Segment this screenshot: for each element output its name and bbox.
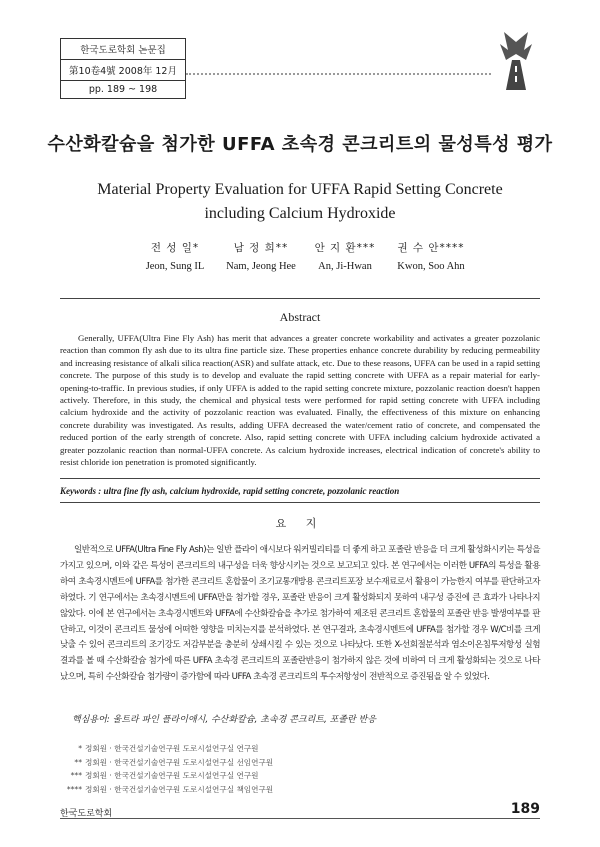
keywords: Keywords : ultra fine fly ash, calcium hydroxide, rapid setting concrete, pozzolanic reaction xyxy=(60,486,400,496)
footer-society-name: 한국도로학회 xyxy=(60,809,113,819)
english-title-line-1: Material Property Evaluation for UFFA Rapid Setting Concrete xyxy=(97,181,503,198)
abstract-heading: Abstract xyxy=(279,310,321,324)
keywords-top-rule xyxy=(60,478,540,479)
footnote-text: 정회원 · 한국건설기술연구원 도로시설연구실 연구원 xyxy=(85,771,259,780)
footnote-text: 정회원 · 한국건설기술연구원 도로시설연구실 연구원 xyxy=(85,744,259,753)
english-title xyxy=(0,178,600,226)
author-english-name: Nam, Jeong Hee xyxy=(226,261,296,272)
footnote-mark: *** xyxy=(70,771,82,780)
author-english-name: Kwon, Soo Ahn xyxy=(397,261,465,272)
header-dotted-divider xyxy=(186,73,491,75)
footnote-mark: * xyxy=(78,744,82,753)
footnote-4 xyxy=(60,783,460,797)
journal-volume: 第10卷4號 2008年 12月 xyxy=(61,59,185,80)
keywords-bottom-rule xyxy=(60,502,540,503)
footnote-1 xyxy=(60,742,460,756)
footnote-text: 정회원 · 한국건설기술연구원 도로시설연구실 책임연구원 xyxy=(85,784,274,794)
author-footnotes xyxy=(60,742,460,796)
footnote-mark: ** xyxy=(74,757,82,767)
footnote-3 xyxy=(60,769,460,783)
road-society-logo-icon xyxy=(496,30,536,92)
page-number: 189 xyxy=(510,801,540,817)
english-title-line-2: including Calcium Hydroxide xyxy=(204,205,396,222)
footer-rule xyxy=(60,818,540,819)
author-english-name: An, Ji-Hwan xyxy=(318,261,372,272)
abstract-top-rule xyxy=(60,298,540,299)
journal-info-box xyxy=(60,38,186,99)
abstract-body: Generally, UFFA(Ultra Fine Fly Ash) has merit that advances a greater concrete workability and activates a greater pozzolanic reaction than common fly ash due to its ultra fine particle size. These properties enhance concrete durability by reducing permeability and increasing resistance of alkali silica reaction(ASR) and sulfate attack, etc. Due to these reasons, UFFA can be used in a rapid setting concrete. The purpose of this study is to develop and evaluate the rapid setting concrete with UFFA as a repair material for early-opening-to-traffic. In previous studies, if only UFFA is added to the rapid setting concrete mixture, pozzolanic reaction doesn't happen actively. Therefore, in this study, the chemical and physical tests were performed for rapid setting concrete with UFFA including calcium hydroxide and the activity of pozzolanic reaction was evaluated. Finally, the effectiveness of this mixture on enhancing concrete durability was investigated. As results, adding UFFA decreased the water/cement ratio of concrete, and compensated the reduced portion of the early strength of concrete. Also, rapid setting concrete with UFFA including calcium hydroxide activated a greater pozzolanic reaction than normal-UFFA concrete. As calcium hydroxide increases, electrical indication of concrete's ability to resist chloride ion penetration is promoted significantly. xyxy=(60,333,540,468)
footnote-2 xyxy=(60,756,460,770)
author-english-name: Jeon, Sung IL xyxy=(145,261,205,272)
korean-abstract-body: 일반적으로 UFFA(Ultra Fine Fly Ash)는 일반 플라이 애시보다 워커빌리티를 더 좋게 하고 포졸란 반응을 더 크게 활성화시키는 특성을 가지고 있으며, 이와 같은 특성이 콘크리트의 내구성을 더욱 향상시키는 것으로 보고되고 있다. 본 연구에서는 이러한 UFFA의 특성을 활용하여 초속경시멘트에 UFFA를 첨가한 콘크리트 혼합물이 조기교통개방용 콘크리트포장 보수재료로서 활용이 가능한지 여부를 판단하고자 하였다. 기 연구에서는 초속경시멘트에 UFFA만을 첨가할 경우, 포졸란 반응이 크게 활성화되지 못하여 내구성 증진에 큰 효과가 나타나지 않았다. 이에 본 연구에서는 초속경시멘트와 UFFA에 수산화칼슘을 추가로 첨가하여 제조된 콘크리트 혼합물의 포졸란 반응 발생여부를 판단하고, 이것이 콘크리트 물성에 어떠한 영향을 미치는지를 분석하였다. 본 연구결과, 초속경시멘트에 UFFA를 첨가할 경우 W/C비를 크게 낮출 수 있어 콘크리트의 조기강도 저감부분을 충분히 상쇄시킬 수 있는 것으로 나타났다. 또한 X-선회절분석과 염소이온침투저항성 실험결과를 볼 때 수산화칼슘 첨가에 따른 UFFA 초속경 콘크리트의 포졸란반응이 첨가하지 않은 것에 비하여 더 크게 활성화되는 것으로 나타났으며, 특히 수산화칼슘 첨가량이 증가함에 따라 UFFA 초속경 콘크리트의 투수저항성이 전반적으로 증진됨을 알 수 있었다. xyxy=(60,545,540,683)
footnote-mark: **** xyxy=(66,784,82,794)
author-korean-name: 전 성 일* xyxy=(150,242,200,254)
journal-name: 한국도로학회 논문집 xyxy=(80,45,166,56)
journal-pages: pp. 189 ~ 198 xyxy=(61,80,185,98)
author-4 xyxy=(376,240,486,272)
author-korean-name: 안 지 환*** xyxy=(314,242,376,254)
korean-abstract-heading: 요 지 xyxy=(275,517,325,530)
author-korean-name: 남 정 희** xyxy=(233,242,289,254)
footnote-text: 정회원 · 한국건설기술연구원 도로시설연구실 선임연구원 xyxy=(85,757,274,767)
author-korean-name: 권 수 안**** xyxy=(397,242,465,254)
korean-title: 수산화칼슘을 첨가한 UFFA 초속경 콘크리트의 물성특성 평가 xyxy=(47,134,553,155)
korean-keywords: 핵심용어: 울트라 파인 플라이애시, 수산화칼슘, 초속경 콘크리트, 포졸란 반응 xyxy=(72,715,377,725)
